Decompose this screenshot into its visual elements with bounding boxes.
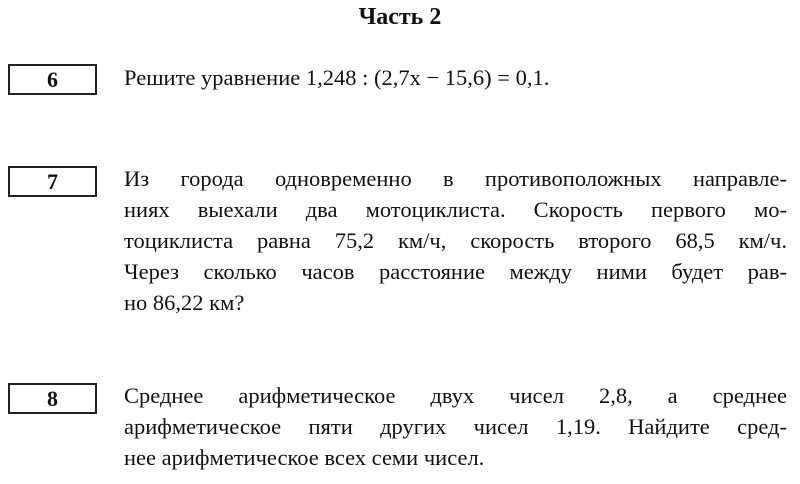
task-text [124, 163, 787, 318]
task-text-line: арифметическое пяти других чисел 1,19. Найдите сред- [124, 414, 787, 439]
task-text-line: Среднее арифметическое двух чисел 2,8, а среднее [124, 383, 787, 408]
task-text-line: нее арифметическое всех семи чисел. [124, 445, 485, 470]
task-text [124, 380, 787, 473]
task-number-box: 6 [8, 64, 97, 95]
task-text-line: тоциклиста равна 75,2 км/ч, скорость второго 68,5 км/ч. [124, 228, 787, 253]
task-number-box: 8 [8, 383, 97, 414]
task-text-line: Решите уравнение 1,248 : (2,7x − 15,6) = 0,1. [124, 65, 550, 90]
task-text-line: но 86,22 км? [124, 290, 245, 315]
page-title: Часть 2 [358, 4, 442, 30]
task-text-line: Через сколько часов расстояние между ними будет рав- [124, 259, 787, 284]
task-text-line: Из города одновременно в противоположных направле- [124, 166, 787, 191]
task-text-line: ниях выехали два мотоциклиста. Скорость первого мо- [124, 197, 787, 222]
task-number-box: 7 [8, 166, 97, 197]
task-text [124, 62, 787, 93]
